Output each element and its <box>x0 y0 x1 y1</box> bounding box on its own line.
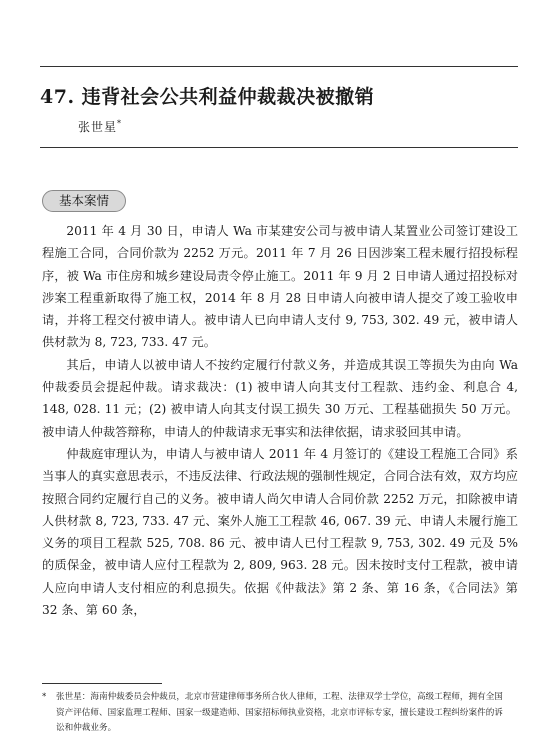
footnote-text: 张世星：海南仲裁委员会仲裁员，北京市营建律师事务所合伙人律师，工程、法律双学士学位，高级工程师，拥有全国资产评估师、国家监理工程师、国家一级建造师、国家招标师执业资格，北京市评标专家，擅长建设工程纠纷案件的诉讼和仲裁业务。 <box>56 692 503 733</box>
paragraph-3: 仲裁庭审理认为，申请人与被申请人 2011 年 4 月签订的《建设工程施工合同》系当事人的真实意思表示，不违反法律、行政法规的强制性规定，合同合法有效，双方均应按照合同约定履行自己的义务。被申请人尚欠申请人合同价款 2252 万元，扣除被申请人供材款 8, 723, 733. 47 元、案外人施工工程款 46, 067. 39 元、申请人未履行施工义务的项目工程款 525, 708. 86 元、被申请人已付工程款 9, 753, 302. 49 元及 5% 的质保金，被申请人应付工程款为 2, 809, 963. 28 元。因未按时支付工程款，被申请人应向申请人支付相应的利息损失。依据《仲裁法》第 2 条、第 16 条，《合同法》第 32 条、第 60 条， <box>42 446 518 618</box>
paragraph-2: 其后，申请人以被申请人不按约定履行付款义务，并造成其误工等损失为由向 Wa 仲裁委员会提起仲裁。请求裁决：(1) 被申请人向其支付工程款、违约金、利息合 4, 148, 028. 11 元；(2) 被申请人向其支付误工损失 30 万元、工程基础损失 50 万元。被申请人仲裁答辩称，申请人的仲裁请求无事实和法律依据，请求驳回其申请。 <box>42 357 518 439</box>
author-line <box>78 118 122 135</box>
article-body <box>42 220 518 621</box>
header-bottom-rule <box>40 147 518 148</box>
footnote-mark: * <box>42 692 47 702</box>
paragraph-1: 2011 年 4 月 30 日，申请人 Wa 市某建安公司与被申请人某置业公司签订建设工程施工合同，合同价款为 2252 万元。2011 年 7 月 26 日因涉案工程未履行招投标程序，被 Wa 市住房和城乡建设局责令停止施工。2011 年 9 月 2 日申请人通过招投标对涉案工程重新取得了施工权，2014 年 8 月 28 日申请人向被申请人提交了竣工验收申请，并将工程交付被申请人。被申请人已向申请人支付 9, 753, 302. 49 元，被申请人供材款为 8, 723, 733. 47 元。 <box>42 224 518 350</box>
header-top-rule <box>40 66 518 67</box>
footnote-separator <box>42 683 162 684</box>
author-name: 张世星 <box>78 120 118 134</box>
article-title: 47. 违背社会公共利益仲裁裁决被撤销 <box>40 86 375 108</box>
author-footnote-mark: * <box>117 119 123 128</box>
author-footnote <box>42 690 504 737</box>
section-label-basic-facts: 基本案情 <box>42 190 126 212</box>
